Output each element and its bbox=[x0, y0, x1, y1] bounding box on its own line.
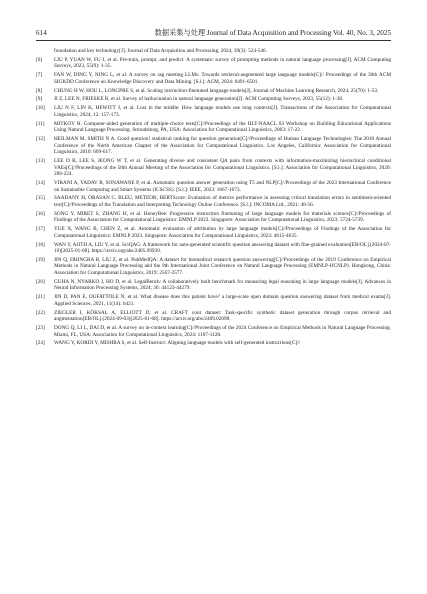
reference-item bbox=[36, 57, 391, 70]
reference-number: [19] bbox=[36, 256, 45, 263]
reference-item bbox=[36, 158, 391, 178]
reference-number: [9] bbox=[36, 96, 43, 103]
reference-number: [7] bbox=[36, 72, 43, 79]
reference-item bbox=[36, 257, 391, 277]
reference-number: [11] bbox=[36, 120, 45, 127]
reference-number: [18] bbox=[36, 241, 45, 248]
reference-item bbox=[36, 279, 391, 292]
reference-text: SAADANY H, ORASAN C. BLEU, METEOR, BERTScore: Evaluation of metrics performance in assessing critical translation errors in sentiment-oriented text[C]//Proceedings of the Translation and Interpreting Technology Online Conference. [S.l.]: INCOMA Ltd., 2021: 48-56. bbox=[54, 195, 391, 208]
reference-item bbox=[36, 88, 391, 95]
reference-text: DONG Q, LI L, DAI D, et al. A survey on in-context learning[C]//Proceedings of the 2024 Conference on Empirical Methods in Natural Language Processing. Miami, FL, USA: Association for Computational Linguistics, 2024: 1107-1128. bbox=[54, 325, 391, 338]
reference-number: [8] bbox=[36, 87, 43, 94]
reference-text: LIU P, YUAN W, FU J, et al. Pre-train, prompt, and predict: A systematic survey of prompting methods in natural language processing[J]. ACM Computing Surveys, 2023, 55(9): 1-35. bbox=[54, 56, 391, 70]
reference-item bbox=[36, 310, 391, 323]
running-header bbox=[36, 26, 391, 38]
reference-number: [20] bbox=[36, 278, 45, 285]
reference-number: [17] bbox=[36, 226, 45, 233]
page-number: 614 bbox=[36, 29, 47, 37]
reference-text: JI Z, LEE N, FRIESKE R, et al. Survey of hallucination in natural language generation[J]. ACM Computing Surveys, 2023, 55(12): 1-38. bbox=[54, 96, 344, 103]
reference-item bbox=[36, 242, 391, 255]
reference-item bbox=[36, 180, 391, 193]
reference-number: [12] bbox=[36, 136, 45, 143]
reference-text: LEE D B, LEE S, JEONG W T, et al. Generating diverse and consistent QA pairs from contexts with information-maximizing hierarchical conditional VAEs[C]//Proceedings of the 58th Annual Meeting of the Association for Computational Linguistics. [S.l.]: Association for Computational Linguistics, 2020: 208-224. bbox=[54, 158, 391, 178]
reference-number: [10] bbox=[36, 105, 45, 112]
reference-text: GUHA N, NYARKO J, HO D, et al. LegalBench: A collaboratively built benchmark for measuring legal reasoning in large language models[J]. Advances in Neural Information Processing Systems, 2024, 36: 44123-44279. bbox=[54, 278, 391, 292]
reference-item bbox=[36, 121, 391, 134]
reference-item bbox=[36, 96, 391, 103]
reference-text: SONG Y, MIRET S, ZHANG H, et al. HoneyBee: Progressive instruction finetuning of large language models for materials science[C]//Proceedings of Findings of the Association for Computational Linguistics: EMNLP 2023. Singapore: Association for Computational Linguistics, 2023: 5724-5739. bbox=[54, 210, 391, 224]
reference-text: WAN Y, AJITH A, LIU Y, et al. SciQAG: A framework for auto-generated scientific question answering dataset with fine-grained evaluation[EB/OL].(2024-07-10)[2025-01-08]. https://arxiv.org/abs/2405.09939. bbox=[54, 241, 391, 255]
reference-item bbox=[36, 340, 391, 347]
reference-item bbox=[36, 195, 391, 208]
reference-item bbox=[36, 105, 391, 118]
reference-item bbox=[36, 294, 391, 307]
reference-text: LIU N F, LIN K, HEWITT J, et al. Lost in the middle: How language models use long contexts[J]. Transactions of the Association for Computational Linguistics, 2024, 12: 157-173. bbox=[54, 105, 391, 118]
reference-number: [14] bbox=[36, 179, 45, 186]
reference-text: MITKOV R. Computer-aided generation of multiple-choice tests[C]//Proceedings of the HLT-NAACL 03 Workshop on Building Educational Applications Using Natural Language Processing. Stroudsburg, PA, USA: Association for Computational Linguistics, 2003: 17-22. bbox=[54, 120, 391, 134]
reference-item bbox=[36, 211, 391, 224]
reference-text: foundation and key technology[J]. Journal of Data Acquisition and Processing, 2024, 39(3): 524-546. bbox=[54, 48, 267, 54]
reference-text: FAN W, DING Y, NING L, et al. A survey on rag meeting LLMs: Towards retrieval-augmented large language models[C]// Proceedings of the 30th ACM SIGKDD Conference on Knowledge Discovery and Data Mining. [S.l.]: ACM, 2024: 6491-6501. bbox=[54, 72, 391, 85]
reference-number: [22] bbox=[36, 309, 45, 316]
reference-item bbox=[36, 325, 391, 338]
reference-text: VIRANI A, YADAV R, SONAWANE P, et al. Automatic question answer generation using T5 and NLP[C]//Proceedings of the 2023 International Conference on Sustainable Computing and Smart Systems (ICSCSS). [S.l.]: IEEE, 2023: 1667-1673. bbox=[54, 179, 391, 193]
reference-text: CHUNG H W, HOU L, LONGPRE S, et al. Scaling instruction-finetuned language models[J]. Journal of Machine Learning Research, 2024, 25(70): 1-53. bbox=[54, 87, 379, 94]
reference-text: JIN D, PAN E, OUFATTOLE N, et al. What disease does this patient have? a large-scale open domain question answering dataset from medical exams[J]. Applied Sciences, 2021, 11(14): 6421. bbox=[54, 294, 391, 307]
reference-number: [15] bbox=[36, 195, 45, 202]
reference-number: [24] bbox=[36, 340, 45, 347]
reference-text: WANG Y, KORDI Y, MISHRA S, et al. Self-Instruct: Aligning language models with self-generated instructions[C]// bbox=[54, 340, 301, 347]
reference-number: [23] bbox=[36, 325, 45, 332]
reference-text: ZIEGLER I, KÖKSAL A, ELLIOTT D, et al. CRAFT your dataset: Task-specific synthetic dataset generation through corpus retrieval and augmentation[EB/OL].(2024-09-03)[2025-01-08]. https://arxiv.org/abs/2409.02098. bbox=[54, 309, 391, 323]
reference-item bbox=[36, 226, 391, 239]
reference-text: HEILMAN M, SMITH N A. Good question! statistical ranking for question generation[C]//Proceedings of Human Language Technologies: The 2010 Annual Conference of the North American Chapter of the Association for Computational Linguistics. Los Angeles, California: Association for Computational Linguistics, 2010: 609-617. bbox=[54, 136, 391, 156]
reference-list bbox=[36, 48, 391, 584]
reference-text: JIN Q, DHINGRA B, LIU Z, et al. PubMedQA: A dataset for biomedical research question answering[C]//Proceedings of the 2019 Conference on Empirical Methods in Natural Language Processing and the 9th International Joint Conference on Natural Language Processing (EMNLP-IJCNLP). Hongkong, China: Association for Computational Linguistics, 2019: 2567-2577. bbox=[54, 256, 391, 277]
reference-number: [6] bbox=[36, 56, 43, 63]
reference-item bbox=[36, 136, 391, 156]
journal-title: 数据采集与处理 Journal of Data Acquisition and Processing Vol. 40, No. 3, 2025 bbox=[154, 29, 391, 37]
reference-text: YUE X, WANG B, CHEN Z, et al. Automatic evaluation of attribution by large language models[C]//Proceedings of Findings of the Association for Computational Linguistics: EMNLP 2023. Singapore: Association for Computational Linguistics, 2023: 4615-4635. bbox=[54, 226, 391, 239]
reference-number: [21] bbox=[36, 294, 45, 301]
header-rule bbox=[36, 40, 391, 41]
reference-item bbox=[36, 72, 391, 85]
reference-number: [13] bbox=[36, 158, 45, 165]
reference-number: [16] bbox=[36, 210, 45, 217]
reference-item bbox=[36, 48, 391, 55]
